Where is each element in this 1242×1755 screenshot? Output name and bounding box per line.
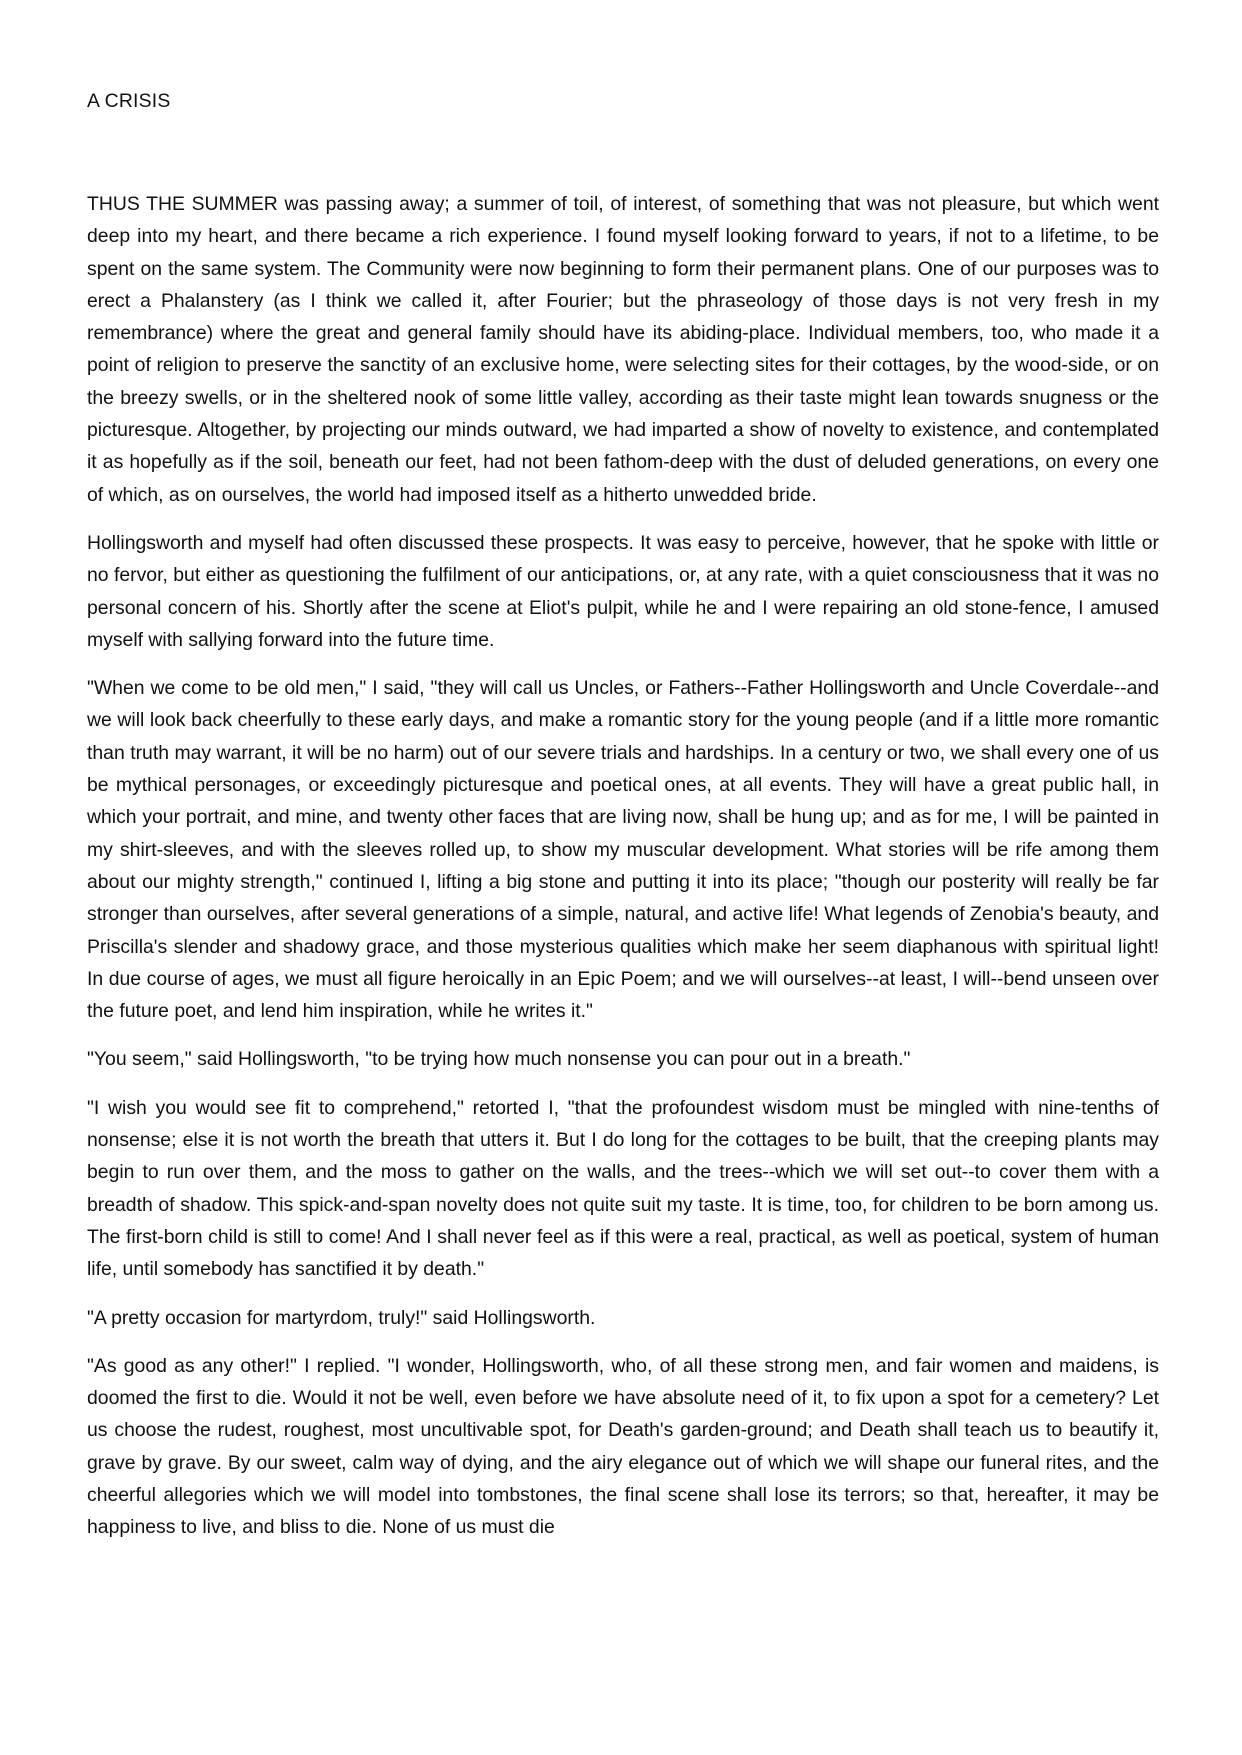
chapter-title: A CRISIS — [87, 90, 171, 112]
paragraph-5: "I wish you would see fit to comprehend," retorted I, "that the profoundest wisdom must be mingled with nine-tenths of nonsense; else it is not worth the breath that utters it. But I do long for the cottages to be built, that the creeping plants may begin to run over them, and the moss to gather on the walls, and the trees--which we will set out--to cover them with a breadth of shadow. This spick-and-span novelty does not quite suit my taste. It is time, too, for children to be born among us. The first-born child is still to come! And I shall never feel as if this were a real, practical, as well as poetical, system of human life, until somebody has sanctified it by death." — [87, 1096, 1159, 1281]
paragraph-7: "As good as any other!" I replied. "I wonder, Hollingsworth, who, of all these strong men, and fair women and maidens, is doomed the first to die. Would it not be well, even before we have absolute need of it, to fix upon a spot for a cemetery? Let us choose the rudest, roughest, most uncultivable spot, for Death's garden-ground; and Death shall teach us to beautify it, grave by grave. By our sweet, calm way of dying, and the airy elegance out of which we will shape our funeral rites, and the cheerful allegories which we will model into tombstones, the final scene shall lose its terrors; so that, hereafter, it may be happiness to live, and bliss to die. None of us must die — [87, 1354, 1159, 1539]
paragraph-3: "When we come to be old men," I said, "they will call us Uncles, or Fathers--Father Hollingsworth and Uncle Coverdale--and we will look back cheerfully to these early days, and make a romantic story for the young people (and if a little more romantic than truth may warrant, it will be no harm) out of our severe trials and hardships. In a century or two, we shall every one of us be mythical personages, or exceedingly picturesque and poetical ones, at all events. They will have a great public hall, in which your portrait, and mine, and twenty other faces that are living now, shall be hung up; and as for me, I will be painted in my shirt-sleeves, and with the sleeves rolled up, to show my muscular development. What stories will be rife among them about our mighty strength," continued I, lifting a big stone and putting it into its place; "though our posterity will really be far stronger than ourselves, after several generations of a simple, natural, and active life! What legends of Zenobia's beauty, and Priscilla's slender and shadowy grace, and those mysterious qualities which make her seem diaphanous with spiritual light! In due course of ages, we must all figure heroically in an Epic Poem; and we will ourselves--at least, I will--bend unseen over the future poet, and lend him inspiration, while he writes it." — [87, 677, 1159, 1023]
paragraph-2: Hollingsworth and myself had often discussed these prospects. It was easy to perceive, however, that he spoke with little or no fervor, but either as questioning the fulfilment of our anticipations, or, at any rate, with a quiet consciousness that it was no personal concern of his. Shortly after the scene at Eliot's pulpit, while he and I were repairing an old stone-fence, I amused myself with sallying forward into the future time. — [87, 531, 1159, 651]
body-text — [87, 188, 1159, 1544]
paragraph-6: "A pretty occasion for martyrdom, truly!" said Hollingsworth. — [87, 1306, 596, 1329]
paragraph-4: "You seem," said Hollingsworth, "to be trying how much nonsense you can pour out in a breath." — [87, 1048, 911, 1071]
paragraph-1: THUS THE SUMMER was passing away; a summer of toil, of interest, of something that was not pleasure, but which went deep into my heart, and there became a rich experience. I found myself looking forward to years, if not to a lifetime, to be spent on the same system. The Community were now beginning to form their permanent plans. One of our purposes was to erect a Phalanstery (as I think we called it, after Fourier; but the phraseology of those days is not very fresh in my remembrance) where the great and general family should have its abiding-place. Individual members, too, who made it a point of religion to preserve the sanctity of an exclusive home, were selecting sites for their cottages, by the wood-side, or on the breezy swells, or in the sheltered nook of some little valley, according as their taste might lean towards snugness or the picturesque. Altogether, by projecting our minds outward, we had imparted a show of novelty to existence, and contemplated it as hopefully as if the soil, beneath our feet, had not been fathom-deep with the dust of deluded generations, on every one of which, as on ourselves, the world had imposed itself as a hitherto unwedded bride. — [87, 193, 1159, 506]
